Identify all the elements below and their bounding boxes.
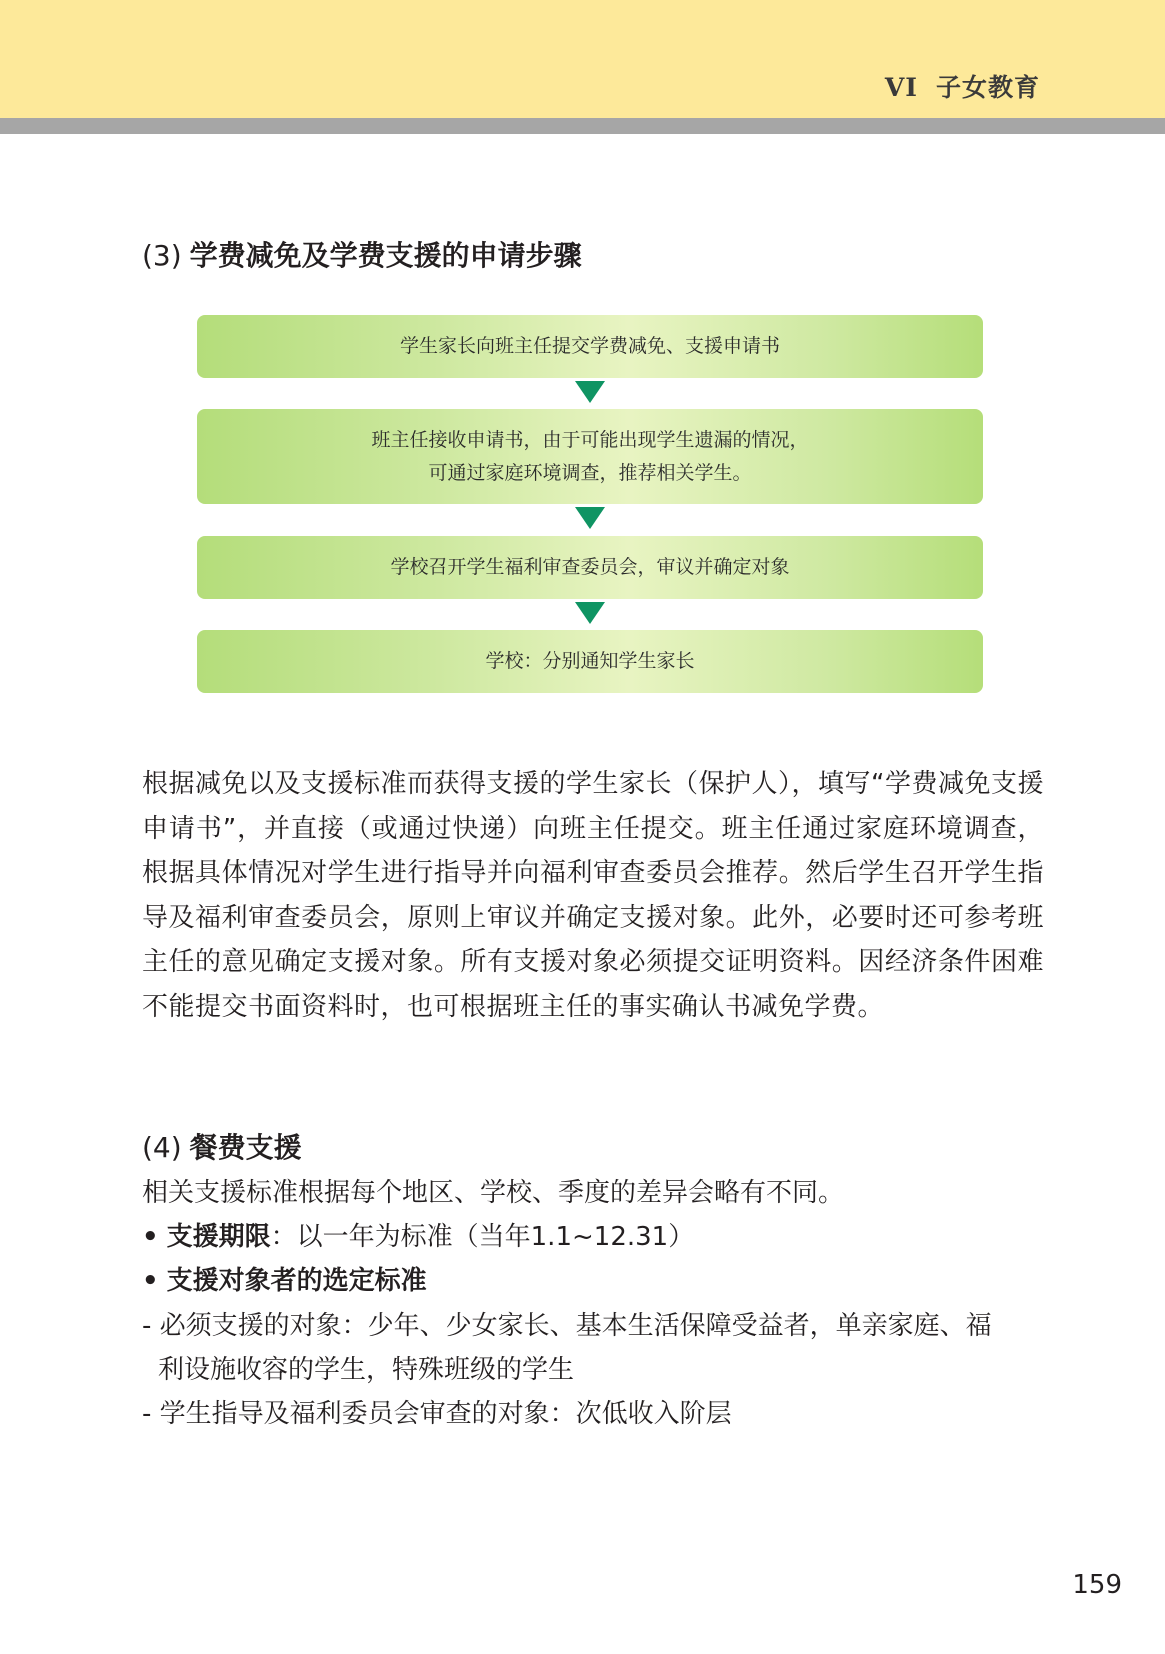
flow-step-2-line-1: 班主任接收申请书，由于可能出现学生遗漏的情况， (371, 428, 809, 451)
flow-step-4-text: 学校：分别通知学生家长 (485, 650, 695, 672)
flow-step-4 (197, 630, 983, 693)
chapter-roman: VI (884, 73, 918, 102)
flow-step-3 (197, 536, 983, 599)
section-3-heading (142, 234, 582, 274)
flow-step-2-line-2: 可通过家庭环境调查，推荐相关学生。 (428, 461, 752, 484)
criteria-item (142, 1260, 427, 1297)
section-4-heading (142, 1126, 302, 1166)
section-4-intro: 相关支援标准根据每个地区、学校、季度的差异会略有不同。 (142, 1178, 845, 1208)
criteria-sub-item-1-line-2: 利设施收容的学生，特殊班级的学生 (158, 1355, 575, 1385)
criteria-bullet: • 支援对象者的选定标准 (142, 1266, 427, 1296)
flow-step-2 (197, 409, 983, 504)
section-4-number: (4) (142, 1131, 182, 1164)
period-item (142, 1216, 694, 1253)
chapter-title: 子女教育 (935, 73, 1040, 102)
flow-step-3-text: 学校召开学生福利审查委员会，审议并确定对象 (390, 556, 790, 578)
criteria-sub-item-2: - 学生指导及福利委员会审查的对象：次低收入阶层 (142, 1399, 732, 1429)
criteria-label: 支援对象者的选定标准 (166, 1266, 427, 1296)
page-number: 159 (1072, 1570, 1122, 1600)
chapter-label (885, 68, 1040, 104)
section-3-number: (3) (142, 239, 182, 272)
period-label: 支援期限 (166, 1222, 271, 1252)
period-bullet: • 支援期限 (142, 1222, 271, 1252)
flow-step-1 (197, 315, 983, 378)
section-4-title: 餐费支援 (189, 1131, 302, 1164)
period-value: ：以一年为标准（当年1.1~12.31） (270, 1222, 695, 1252)
body-paragraph: 根据减免以及支援标准而获得支援的学生家长（保护人），填写“学费减免支援申请书”，并直接（或通过快递）向班主任提交。班主任通过家庭环境调查，根据具体情况对学生进行指导并向福利审查委员会推荐。然后学生召开学生指导及福利审查委员会，原则上审议并确定支援对象。此外，必要时还可参考班主任的意见确定支援对象。所有支援对象必须提交证明资料。因经济条件困难不能提交书面资料时，也可根据班主任的事实确认书减免学费。 (142, 769, 1044, 1022)
flow-step-1-text: 学生家长向班主任提交学费减免、支援申请书 (399, 335, 780, 357)
header-rule (0, 118, 1165, 134)
section-3-title: 学费减免及学费支援的申请步骤 (189, 239, 582, 272)
criteria-sub-item-1-line-1: - 必须支援的对象：少年、少女家长、基本生活保障受益者，单亲家庭、福 (142, 1311, 992, 1341)
flow-arrow-1 (575, 381, 605, 403)
flow-arrow-3 (575, 602, 605, 624)
flow-arrow-2 (575, 507, 605, 529)
